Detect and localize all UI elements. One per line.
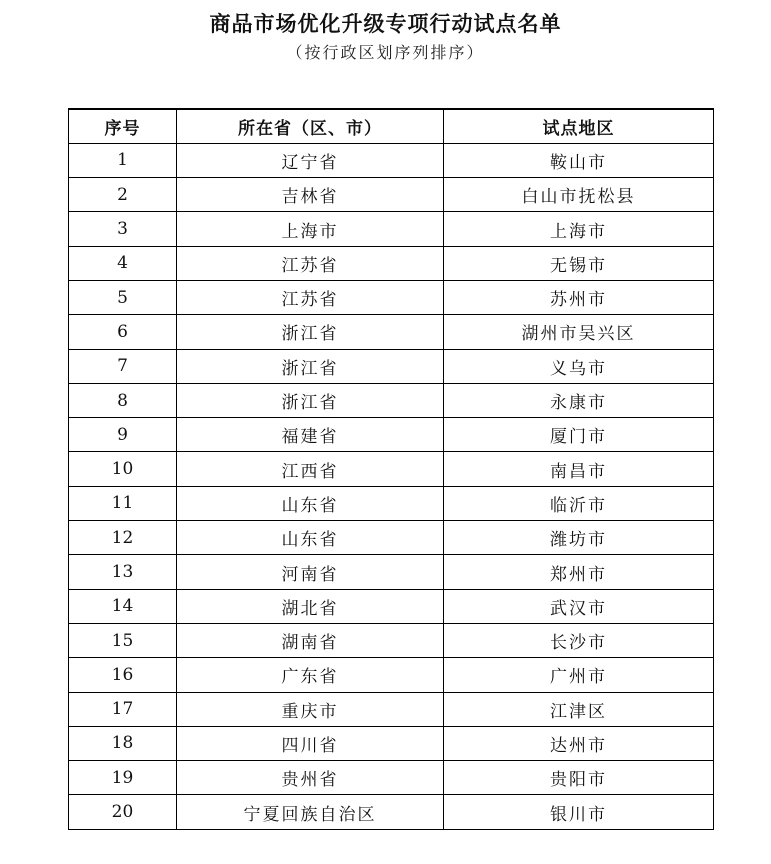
row-number-cell: 5	[69, 280, 177, 314]
table-header-row	[69, 109, 714, 143]
pilot-area-cell: 南昌市	[444, 452, 714, 486]
province-cell: 广东省	[177, 658, 444, 692]
province-cell: 重庆市	[177, 692, 444, 726]
province-cell: 贵州省	[177, 761, 444, 795]
province-cell: 福建省	[177, 418, 444, 452]
province-cell: 江苏省	[177, 280, 444, 314]
province-cell: 山东省	[177, 521, 444, 555]
pilot-area-cell: 银川市	[444, 795, 714, 829]
table-row	[69, 178, 714, 212]
row-number-cell: 14	[69, 589, 177, 623]
pilot-area-cell: 无锡市	[444, 246, 714, 280]
table-row	[69, 623, 714, 657]
province-cell: 河南省	[177, 555, 444, 589]
row-number-cell: 18	[69, 726, 177, 760]
table-row	[69, 246, 714, 280]
pilot-area-cell: 贵阳市	[444, 761, 714, 795]
province-cell: 浙江省	[177, 383, 444, 417]
row-number-cell: 11	[69, 486, 177, 520]
row-number-cell: 4	[69, 246, 177, 280]
row-number-cell: 3	[69, 212, 177, 246]
row-number-cell: 20	[69, 795, 177, 829]
document-subtitle: （按行政区划序列排序）	[286, 43, 485, 62]
row-number-cell: 19	[69, 761, 177, 795]
row-number-cell: 7	[69, 349, 177, 383]
table-row	[69, 212, 714, 246]
table-row	[69, 315, 714, 349]
row-number-cell: 10	[69, 452, 177, 486]
pilot-area-cell: 义乌市	[444, 349, 714, 383]
province-cell: 浙江省	[177, 315, 444, 349]
province-cell: 湖北省	[177, 589, 444, 623]
row-number-cell: 8	[69, 383, 177, 417]
row-number-cell: 12	[69, 521, 177, 555]
province-cell: 宁夏回族自治区	[177, 795, 444, 829]
province-cell: 辽宁省	[177, 143, 444, 177]
table-row	[69, 761, 714, 795]
pilot-area-cell: 潍坊市	[444, 521, 714, 555]
pilot-area-cell: 苏州市	[444, 280, 714, 314]
table-row	[69, 280, 714, 314]
pilot-area-cell: 上海市	[444, 212, 714, 246]
province-cell: 山东省	[177, 486, 444, 520]
table-row	[69, 795, 714, 829]
table-row	[69, 521, 714, 555]
table-row	[69, 383, 714, 417]
province-cell: 江苏省	[177, 246, 444, 280]
pilot-area-cell: 厦门市	[444, 418, 714, 452]
pilot-area-cell: 永康市	[444, 383, 714, 417]
table-row	[69, 143, 714, 177]
row-number-cell: 9	[69, 418, 177, 452]
row-number-cell: 1	[69, 143, 177, 177]
table-row	[69, 555, 714, 589]
row-number-cell: 15	[69, 623, 177, 657]
province-cell: 吉林省	[177, 178, 444, 212]
table-body	[69, 143, 714, 829]
pilot-area-cell: 湖州市吴兴区	[444, 315, 714, 349]
table-row	[69, 726, 714, 760]
province-cell: 江西省	[177, 452, 444, 486]
column-header-province: 所在省（区、市）	[177, 109, 444, 143]
document-title: 商品市场优化升级专项行动试点名单	[209, 12, 562, 36]
province-cell: 上海市	[177, 212, 444, 246]
table-row	[69, 418, 714, 452]
table-row	[69, 658, 714, 692]
pilot-area-cell: 长沙市	[444, 623, 714, 657]
pilot-area-cell: 江津区	[444, 692, 714, 726]
pilot-area-cell: 临沂市	[444, 486, 714, 520]
pilot-area-cell: 白山市抚松县	[444, 178, 714, 212]
row-number-cell: 16	[69, 658, 177, 692]
table-row	[69, 486, 714, 520]
pilot-area-cell: 郑州市	[444, 555, 714, 589]
row-number-cell: 6	[69, 315, 177, 349]
column-header-pilot-area: 试点地区	[444, 109, 714, 143]
row-number-cell: 2	[69, 178, 177, 212]
pilot-area-cell: 鞍山市	[444, 143, 714, 177]
province-cell: 湖南省	[177, 623, 444, 657]
column-header-number: 序号	[69, 109, 177, 143]
table-row	[69, 589, 714, 623]
province-cell: 浙江省	[177, 349, 444, 383]
row-number-cell: 17	[69, 692, 177, 726]
pilot-list-table	[68, 108, 714, 830]
table-row	[69, 452, 714, 486]
pilot-area-cell: 达州市	[444, 726, 714, 760]
pilot-area-cell: 武汉市	[444, 589, 714, 623]
pilot-area-cell: 广州市	[444, 658, 714, 692]
province-cell: 四川省	[177, 726, 444, 760]
table-row	[69, 692, 714, 726]
table-row	[69, 349, 714, 383]
row-number-cell: 13	[69, 555, 177, 589]
